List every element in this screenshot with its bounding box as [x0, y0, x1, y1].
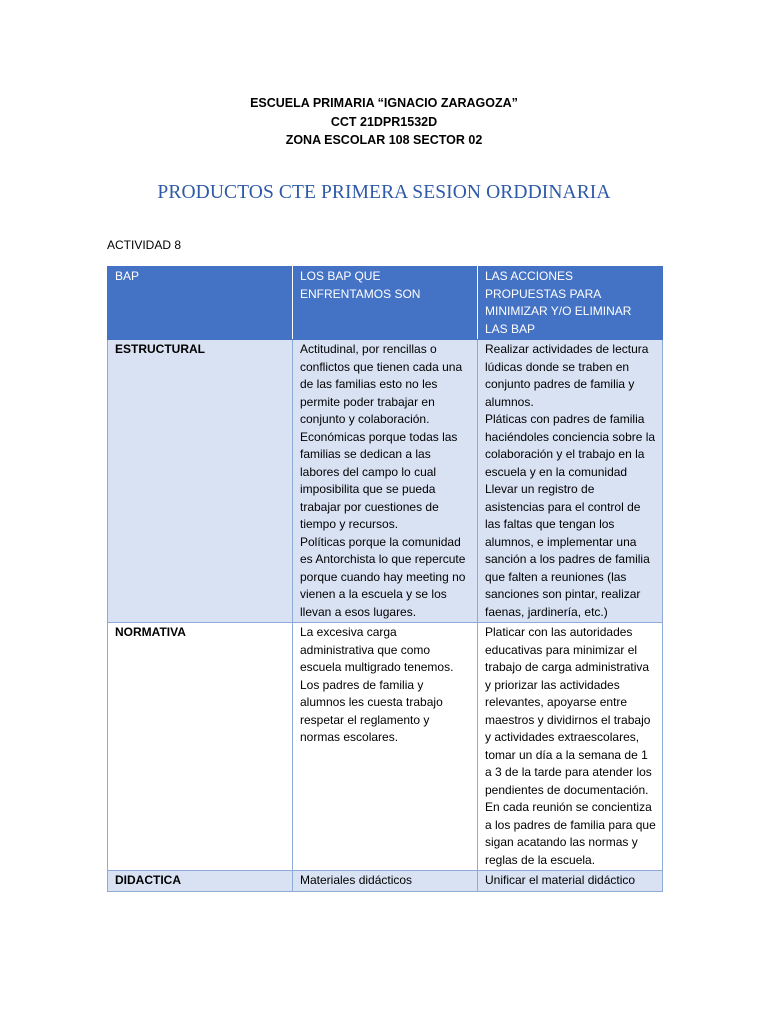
column-header-acciones: LAS ACCIONES PROPUESTAS PARA MINIMIZAR Y/O ELIMINAR LAS BAP — [478, 267, 663, 340]
school-cct: CCT 21DPR1532D — [330, 114, 438, 129]
cell-paragraph: Políticas porque la comunidad es Antorchista lo que repercute porque cuando hay meeting no vienen a la escuela y se los llevan a esos lugares. — [300, 534, 466, 619]
cell-paragraph: Los padres de familia y alumnos les cuesta trabajo respetar el reglamento y normas escolares. — [300, 677, 443, 744]
acciones-cell — [478, 340, 663, 623]
table-row-didactica — [108, 871, 663, 892]
cell-paragraph: Unificar el material didáctico — [485, 873, 636, 887]
school-zone: ZONA ESCOLAR 108 SECTOR 02 — [285, 133, 483, 147]
column-header-bap: BAP — [108, 267, 293, 340]
cell-paragraph: Llevar un registro de asistencias para el control de las faltas que tengan los alumnos, e implementar una sanción a los padres de familia que falten a reuniones (las sanciones son pintar, realizar faenas, jardinería, etc.) — [485, 482, 650, 619]
cell-paragraph: Económicas porque todas las familias se dedican a las labores del campo lo cual imposibilita que se pueda trabajar por cuestiones de tiempo y recursos. — [300, 429, 458, 531]
row-label: DIDACTICA — [108, 871, 293, 892]
activity-label: ACTIVIDAD 8 — [107, 238, 182, 252]
bap-table — [107, 266, 663, 892]
school-name: ESCUELA PRIMARIA “IGNACIO ZARAGOZA” — [250, 96, 518, 110]
table-row-estructural — [108, 340, 663, 623]
table-header-row — [108, 267, 663, 340]
acciones-cell — [478, 623, 663, 871]
enfrentamos-cell — [293, 623, 478, 871]
cell-paragraph: La excesiva carga administrativa que como escuela multigrado tenemos. — [300, 625, 454, 674]
enfrentamos-cell — [293, 871, 478, 892]
table-row-normativa — [108, 623, 663, 871]
cell-paragraph: Platicar con las autoridades educativas para minimizar el trabajo de carga administrativa y priorizar las actividades relevantes, apoyarse entre maestros y dividirnos el trabajo y actividades extraescolares, tomar un día a la semana de 1 a 3 de la tarde para atender los pendientes de documentación. — [485, 625, 652, 797]
cell-paragraph: Actitudinal, por rencillas o conflictos que tienen cada una de las familias esto no les permite poder trabajar en conjunto y colaboración. — [300, 342, 463, 426]
document-title: PRODUCTOS CTE PRIMERA SESION ORDDINARIA — [157, 182, 611, 203]
acciones-cell — [478, 871, 663, 892]
cell-paragraph: En cada reunión se concientiza a los padres de familia para que sigan acatando las normas y reglas de la escuela. — [485, 800, 656, 867]
enfrentamos-cell — [293, 340, 478, 623]
school-header — [0, 94, 768, 150]
row-label: ESTRUCTURAL — [108, 340, 293, 623]
row-label: NORMATIVA — [108, 623, 293, 871]
cell-paragraph: Materiales didácticos — [300, 873, 413, 887]
cell-paragraph: Realizar actividades de lectura lúdicas donde se traben en conjunto padres de familia y alumnos. — [485, 342, 649, 409]
column-header-enfrentamos: LOS BAP QUE ENFRENTAMOS SON — [293, 267, 478, 340]
cell-paragraph: Pláticas con padres de familia haciéndoles conciencia sobre la colaboración y el trabajo en la escuela y en la comunidad — [485, 412, 656, 479]
